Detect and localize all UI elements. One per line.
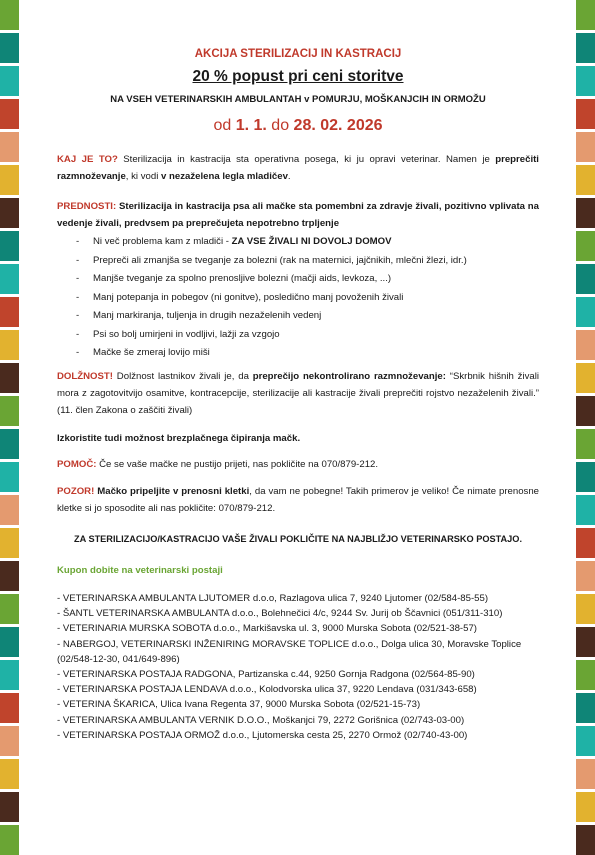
list-item (57, 233, 539, 252)
list-dash: - (76, 273, 80, 284)
stripe-segment (576, 429, 595, 459)
stripe-segment (576, 33, 595, 63)
stripe-segment (576, 66, 595, 96)
stripe-segment (0, 132, 19, 162)
stripe-segment (576, 825, 595, 855)
stripe-segment (576, 165, 595, 195)
vet-clinic-item: - VETERINARSKA POSTAJA LENDAVA d.o.o., Kolodvorska ulica 37, 9220 Lendava (031/343-658) (57, 684, 477, 696)
stripe-segment (576, 99, 595, 129)
list-item-text: Manj markiranja, tuljenja in drugih nezaželenih vedenj (93, 310, 322, 321)
stripe-segment (0, 726, 19, 756)
period-line: od 1. 1. do 28. 02. 2026 (213, 117, 383, 134)
stripe-segment (0, 693, 19, 723)
list-item (57, 270, 539, 289)
list-dash: - (76, 236, 80, 247)
stripe-segment (576, 759, 595, 789)
stripe-segment (0, 0, 19, 30)
vet-clinics-list (57, 591, 539, 743)
list-item-text: Mačke še zmeraj lovijo miši (93, 347, 210, 358)
right-decorative-stripe (576, 0, 595, 842)
stripe-segment (576, 198, 595, 228)
stripe-segment (0, 33, 19, 63)
stripe-segment (576, 693, 595, 723)
stripe-segment (576, 264, 595, 294)
stripe-segment (576, 792, 595, 822)
stripe-segment (0, 165, 19, 195)
list-item-text: Psi so bolj umirjeni in vodljivi, lažji za vzgojo (93, 328, 280, 340)
scope-line: NA VSEH VETERINARSKIH AMBULANTAH v POMURJU, MOŠKANJCIH IN ORMOŽU (110, 94, 486, 105)
list-dash: - (76, 310, 80, 321)
stripe-segment (576, 726, 595, 756)
stripe-segment (0, 429, 19, 459)
stripe-segment (0, 264, 19, 294)
stripe-segment (0, 759, 19, 789)
stripe-segment (0, 396, 19, 426)
stripe-segment (576, 330, 595, 360)
campaign-title: AKCIJA STERILIZACIJ IN KASTRACIJ (194, 48, 402, 60)
stripe-segment (0, 231, 19, 261)
warning-paragraph: POZOR! Mačko pripeljite v prenosni kletki, da vam ne pobegne! Takih primerov je veliko! Če nimate prenosne kletke si jo sposodite ali nas pokličite: 070/879-212. (57, 486, 540, 514)
stripe-segment (0, 792, 19, 822)
stripe-segment (0, 99, 19, 129)
stripe-segment (576, 660, 595, 690)
stripe-segment (0, 660, 19, 690)
stripe-segment (0, 627, 19, 657)
stripe-segment (0, 363, 19, 393)
vet-clinic-item: - VETERINARSKA POSTAJA RADGONA, Partizanska c.44, 9250 Gornja Radgona (02/564-85-90) (57, 669, 475, 681)
stripe-segment (576, 132, 595, 162)
stripe-segment (0, 528, 19, 558)
vet-clinic-item: - NABERGOJ, VETERINARSKI INŽENIRING MORAVSKE TOPLICE d.o.o., Dolga ulica 30, Moravske Toplice (02/548-12-30, 041/649-896) (57, 638, 522, 665)
stripe-segment (576, 231, 595, 261)
help-paragraph: POMOČ: Če se vaše mačke ne pustijo prijeti, nas pokličite na 070/879-212. (57, 459, 379, 470)
vet-clinic-item: - VETERINARSKA POSTAJA ORMOŽ d.o.o., Ljutomerska cesta 25, 2270 Ormož (02/740-43-00) (57, 729, 468, 741)
vet-clinic-item: - VETERINA ŠKARICA, Ulica Ivana Regenta 37, 9000 Murska Sobota (02/521-15-73) (57, 699, 421, 711)
stripe-segment (576, 561, 595, 591)
list-item (57, 307, 539, 326)
stripe-segment (576, 363, 595, 393)
list-dash: - (76, 254, 80, 266)
stripe-segment (576, 396, 595, 426)
list-item-text: Manj potepanja in pobegov (ni gonitve), posledično manj povoženih živali (93, 291, 404, 303)
vet-clinic-item: - VETERINARSKA AMBULANTA VERNIK D.O.O., Moškanjci 79, 2272 Gorišnica (02/743-03-00) (57, 714, 465, 726)
list-dash: - (76, 347, 80, 358)
list-dash: - (76, 328, 80, 340)
discount-subtitle: 20 % popust pri ceni storitve (192, 68, 404, 85)
list-item (57, 326, 539, 345)
what-is-it-paragraph: KAJ JE TO? Sterilizacija in kastracija sta operativna posega, ki ju opravi veterinar. Namen je preprečiti razmnoževanje, ki vodi v nezaželena legla mladičev. (57, 154, 539, 182)
chipping-note: Izkoristite tudi možnost brezplačnega čipiranja mačk. (57, 433, 301, 444)
stripe-segment (576, 528, 595, 558)
stripe-segment (0, 825, 19, 855)
list-item-text: Manjše tveganje za spolno prenosljive bolezni (mačji aids, levkoza, ...) (93, 273, 392, 284)
list-item-text: Ni več problema kam z mladiči - (93, 236, 232, 247)
list-item (57, 344, 539, 363)
vet-clinic-item: - VETERINARSKA AMBULANTA LJUTOMER d.o.o, Razlagova ulica 7, 9240 Ljutomer (02/584-85-55) (57, 593, 489, 604)
list-item-emphasis: ZA VSE ŽIVALI NI DOVOLJ DOMOV (231, 236, 392, 247)
coupon-note: Kupon dobite na veterinarski postaji (57, 565, 223, 576)
stripe-segment (576, 0, 595, 30)
vet-clinic-item: - VETERINARIA MURSKA SOBOTA d.o.o., Markišavska ul. 3, 9000 Murska Sobota (02/521-38-57) (57, 623, 477, 635)
stripe-segment (576, 495, 595, 525)
stripe-segment (576, 627, 595, 657)
list-dash: - (76, 291, 80, 303)
stripe-segment (0, 330, 19, 360)
list-item (57, 252, 539, 271)
stripe-segment (0, 198, 19, 228)
stripe-segment (576, 594, 595, 624)
duty-paragraph: DOLŽNOST! Dolžnost lastnikov živali je, da preprečijo nekontrolirano razmnoževanje: “Skrbnik hišnih živali mora z zagotovitvijo osamitve, kontracepcije, sterilizacije ali kastracije živali preprečiti rojstvo nezaželenih živali.” (11. člen Zakona o zaščiti živali) (57, 371, 539, 416)
advantages-list (57, 233, 539, 363)
stripe-segment (0, 495, 19, 525)
list-item-text: Prepreči ali zmanjša se tveganje za bolezni (rak na maternici, jajčnikih, mlečni žlezi, idr.) (93, 254, 467, 266)
stripe-segment (0, 561, 19, 591)
list-item (57, 289, 539, 308)
left-decorative-stripe (0, 0, 19, 842)
stripe-segment (0, 66, 19, 96)
vet-clinic-item: - ŠANTL VETERINARSKA AMBULANTA d.o.o., Bolehnečici 4/c, 9244 Sv. Jurij ob Ščavnici (051/311-310) (57, 608, 503, 620)
stripe-segment (576, 297, 595, 327)
stripe-segment (0, 462, 19, 492)
stripe-segment (0, 297, 19, 327)
advantages-paragraph: PREDNOSTI: Sterilizacija in kastracija psa ali mačke sta pomembni za zdravje živali, pozitivno vplivata na vedenje živali, predvsem pa preprečujeta nepotrebno trpljenje (57, 201, 539, 229)
stripe-segment (576, 462, 595, 492)
call-to-action: ZA STERILIZACIJO/KASTRACIJO VAŠE ŽIVALI POKLIČITE NA NAJBLIŽJO VETERINARSKO POSTAJO. (73, 534, 522, 544)
stripe-segment (0, 594, 19, 624)
